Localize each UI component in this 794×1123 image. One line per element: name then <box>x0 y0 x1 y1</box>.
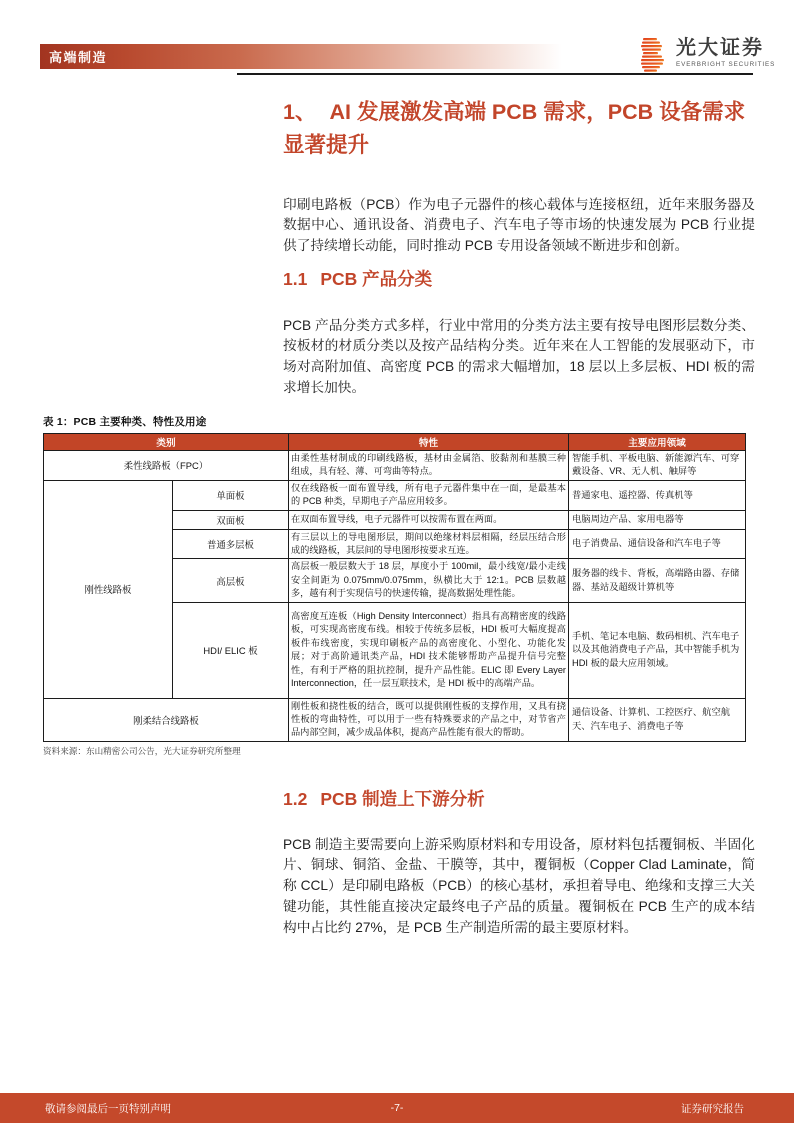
application-cell: 普通家电、遥控器、传真机等 <box>569 480 746 510</box>
pcb-types-table <box>43 433 746 742</box>
application-cell: 电脑周边产品、家用电器等 <box>569 510 746 529</box>
section-1-1-label: PCB 产品分类 <box>320 269 433 289</box>
application-cell: 智能手机、平板电脑、新能源汽车、可穿戴设备、VR、无人机、触屏等 <box>569 451 746 481</box>
table-header-row <box>44 434 746 451</box>
section-1-2-label: PCB 制造上下游分析 <box>320 789 485 809</box>
category-group-cell: 刚性线路板 <box>44 480 173 698</box>
table-row <box>44 480 746 510</box>
table-row <box>44 451 746 481</box>
subcategory-cell: 普通多层板 <box>173 529 289 559</box>
feature-cell: 有三层以上的导电图形层，期间以绝缘材料层相隔，经层压结合形成的线路板，其层间的导电图形按要求互连。 <box>289 529 569 559</box>
feature-cell: 刚性板和挠性板的结合，既可以提供刚性板的支撑作用，又具有挠性板的弯曲特性，可以用于一些有特殊要求的产品之中，对节省产品内部空间，减少成品体积，提高产品性能有很大的帮助。 <box>289 698 569 741</box>
table-caption: 表 1：PCB 主要种类、特性及用途 <box>43 416 207 428</box>
table-source-note: 资料来源：东山精密公司公告，光大证券研究所整理 <box>43 745 241 756</box>
application-cell: 电子消费品、通信设备和汽车电子等 <box>569 529 746 559</box>
subcategory-cell: 高层板 <box>173 559 289 602</box>
footer-disclaimer: 敬请参阅最后一页特别声明 <box>45 1102 171 1115</box>
everbright-logo-icon <box>641 38 669 78</box>
page-footer <box>0 1093 794 1123</box>
column-header-category: 类别 <box>44 434 289 451</box>
column-header-feature: 特性 <box>289 434 569 451</box>
title-number: 1、 <box>283 100 317 124</box>
footer-page-number: -7- <box>390 1102 404 1114</box>
section-1-2-heading <box>283 786 485 811</box>
application-cell: 服务器的线卡、背板，高端路由器、存储器、基站及超级计算机等 <box>569 559 746 602</box>
category-cell: 柔性线路板（FPC） <box>44 451 289 481</box>
section-1-1-heading <box>283 266 432 291</box>
section-1-1-paragraph: PCB 产品分类方式多样，行业中常用的分类方法主要有按导电图形层数分类、按板材的材质分类以及按产品结构分类。近年来在人工智能的发展驱动下，市场对高附加值、高密度 PCB 的需求大幅增加，18 层以上多层板、HDI 板的需求增长加快。 <box>283 317 755 396</box>
subcategory-cell: 双面板 <box>173 510 289 529</box>
application-cell: 手机、笔记本电脑、数码相机、汽车电子以及其他消费电子产品，其中智能手机为 HDI 板的最大应用领域。 <box>569 602 746 698</box>
page-title <box>283 96 759 161</box>
feature-cell: 在双面布置导线，电子元器件可以按需布置在两面。 <box>289 510 569 529</box>
application-cell: 通信设备、计算机、工控医疗、航空航天、汽车电子、消费电子等 <box>569 698 746 741</box>
footer-report-type: 证券研究报告 <box>681 1102 744 1115</box>
category-cell: 刚柔结合线路板 <box>44 698 289 741</box>
feature-cell: 高层板一般层数大于 18 层，厚度小于 100mil，最小线宽/最小走线安全间距为 0.075mm/0.075mm，纵横比大于 12:1。PCB 层数越多，越有利于实现信号的快速传输，提高数据处理性能。 <box>289 559 569 602</box>
pcb-types-table-block <box>43 414 746 757</box>
industry-tag-label: 高端制造 <box>49 50 108 65</box>
title-text: AI 发展激发高端 PCB 需求，PCB 设备需求显著提升 <box>283 100 746 157</box>
section-1-2-paragraph: PCB 制造主要需要向上游采购原材料和专用设备，原材料包括覆铜板、半固化片、铜球、铜箔、金盐、干膜等，其中，覆铜板（Copper Clad Laminate，简称 CCL）是印刷电路板（PCB）的核心基材，承担着导电、绝缘和支撑三大关键功能，其性能直接决定最终电子产品的质量。覆铜板在 PCB 生产的成本结构中占比约 27%，是 PCB 生产制造所需的最主要原材料。 <box>283 836 755 935</box>
section-1-2-number: 1.2 <box>283 789 308 809</box>
intro-paragraph: 印刷电路板（PCB）作为电子元器件的核心载体与连接枢纽，近年来服务器及数据中心、通讯设备、消费电子、汽车电子等市场的快速发展为 PCB 行业提供了持续增长动能，同时推动 PCB 专用设备领域不断进步和创新。 <box>283 196 755 254</box>
feature-cell: 高密度互连板（High Density Interconnect）指具有高精密度的线路板，可实现高密度布线。相较于传统多层板，HDI 板可大幅度提高板件布线密度，实现印刷板产品的高密度化、小型化、功能化发展；对于高阶通讯类产品，HDI 技术能够帮助产品提升信号完整性，有利于严格的阻抗控制，提升产品性能。ELIC 即 Every Layer Interconnection，任一层互联技术，是 HDI 板中的高端产品。 <box>289 602 569 698</box>
header-divider <box>237 73 753 75</box>
subcategory-cell: 单面板 <box>173 480 289 510</box>
feature-cell: 仅在线路板一面布置导线，所有电子元器件集中在一面，是最基本的 PCB 种类，早期电子产品应用较多。 <box>289 480 569 510</box>
section-1-1-number: 1.1 <box>283 269 308 289</box>
brand-name-cn: 光大证券 <box>676 37 764 59</box>
feature-cell: 由柔性基材制成的印刷线路板，基材由金属箔、胶黏剂和基膜三种组成，具有轻、薄、可弯曲等特点。 <box>289 451 569 481</box>
subcategory-cell: HDI/ ELIC 板 <box>173 602 289 698</box>
industry-tag-bar <box>40 44 562 69</box>
column-header-application: 主要应用领域 <box>569 434 746 451</box>
brand-logo <box>641 37 775 78</box>
table-row <box>44 698 746 741</box>
brand-name-en: EVERBRIGHT SECURITIES <box>676 61 776 68</box>
